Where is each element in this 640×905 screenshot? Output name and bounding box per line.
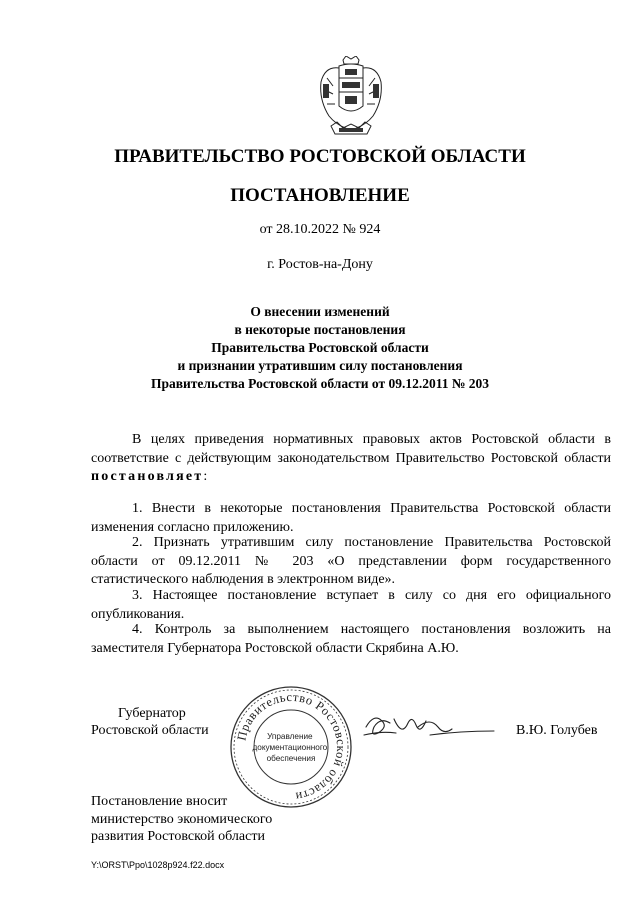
date-number: от 28.10.2022 № 924 bbox=[259, 222, 381, 237]
intro-paragraph bbox=[91, 431, 611, 487]
intro-colon: : bbox=[203, 469, 208, 484]
signatory-position-line1: Губернатор bbox=[118, 706, 186, 721]
signatory-name: В.Ю. Голубев bbox=[516, 723, 598, 738]
origin-line: развития Ростовской области bbox=[91, 829, 265, 844]
subject-line: О внесении изменений bbox=[250, 304, 390, 319]
government-title: ПРАВИТЕЛЬСТВО РОСТОВСКОЙ ОБЛАСТИ bbox=[114, 146, 526, 167]
signatory-position-line2: Ростовской области bbox=[91, 723, 209, 738]
item-1: 1. Внести в некоторые постановления Правительства Ростовской области изменения согласно приложению. bbox=[91, 501, 611, 535]
document-type: ПОСТАНОВЛЕНИЕ bbox=[230, 185, 410, 206]
subject-line: Правительства Ростовской области bbox=[211, 340, 429, 355]
coat-of-arms-emblem bbox=[317, 56, 385, 138]
item-3: 3. Настоящее постановление вступает в силу со дня его официального опубликования. bbox=[91, 588, 611, 622]
subject-line: в некоторые постановления bbox=[234, 322, 406, 337]
handwritten-signature bbox=[360, 705, 500, 753]
origin-note bbox=[91, 793, 272, 846]
item-2: 2. Признать утратившим силу постановление Правительства Ростовской области от 09.12.2011 № 203 «О представлении форм государственного статистического наблюдения в электронном виде». bbox=[91, 535, 611, 587]
city: г. Ростов-на-Дону bbox=[267, 257, 373, 272]
origin-line: Постановление вносит bbox=[91, 794, 228, 809]
official-seal-stamp bbox=[228, 684, 354, 810]
item-4: 4. Контроль за выполнением настоящего постановления возложить на заместителя Губернатора Ростовской области Скрябина А.Ю. bbox=[91, 622, 611, 656]
intro-text: В целях приведения нормативных правовых актов Ростовской области в соответствие с действующим законодательством Правительство Ростовской области bbox=[91, 432, 611, 466]
svg-text:Управление документационно: Управление документационного обеспечения bbox=[252, 732, 328, 763]
subject-line: и признании утратившим силу постановления bbox=[177, 358, 463, 373]
origin-line: министерство экономического bbox=[91, 811, 273, 827]
subject-block bbox=[0, 303, 640, 393]
subject-line: Правительства Ростовской области от 09.12.2011 № 203 bbox=[150, 376, 490, 391]
svg-text:Правительство Ростовской облас: Правительство Ростовской области bbox=[234, 689, 349, 804]
decree-word: постановляет bbox=[91, 469, 204, 484]
file-path-footer: Y:\ORST\Ppo\1028p924.f22.docx bbox=[91, 860, 225, 870]
